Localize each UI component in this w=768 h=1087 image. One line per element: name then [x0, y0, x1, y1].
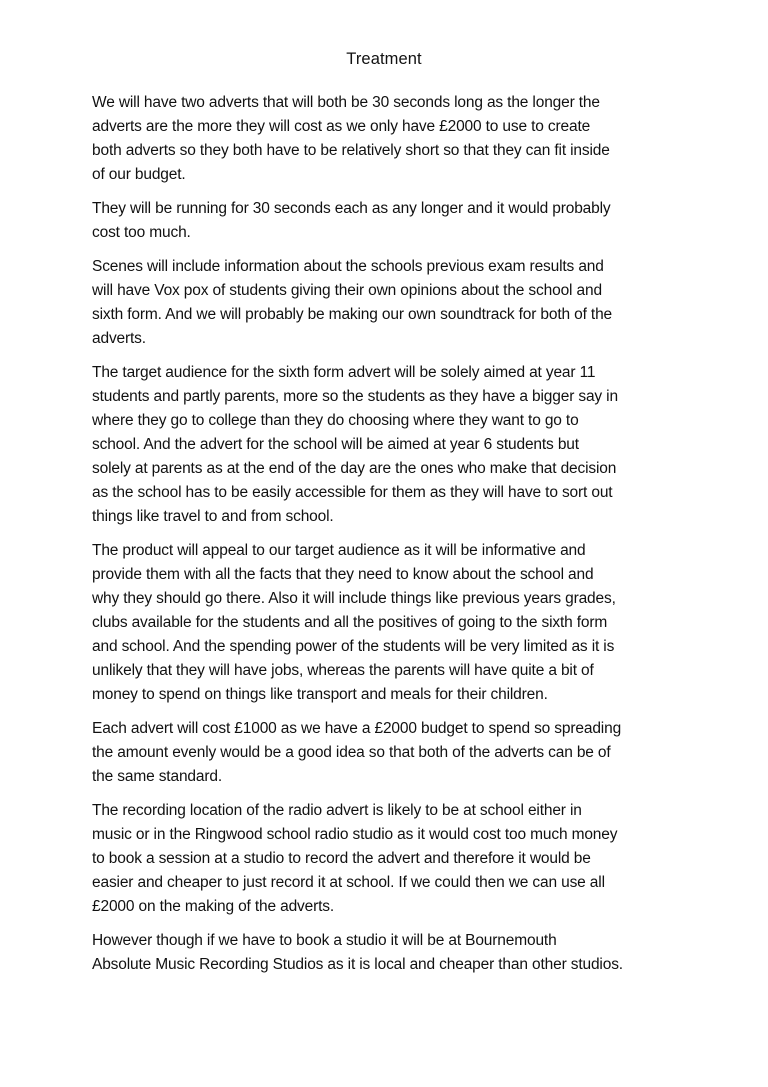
paragraph-studio — [92, 929, 692, 977]
paragraph-target-audience — [92, 361, 692, 529]
document-body — [92, 91, 692, 987]
text-line: music or in the Ringwood school radio studio as it would cost too much money — [92, 826, 618, 843]
paragraph-duration — [92, 91, 692, 187]
text-line: cost too much. — [92, 224, 191, 241]
text-line: unlikely that they will have jobs, whereas the parents will have quite a bit of — [92, 662, 594, 679]
paragraph-scenes — [92, 255, 692, 351]
text-line: why they should go there. Also it will include things like previous years grades, — [92, 590, 616, 607]
text-line: They will be running for 30 seconds each as any longer and it would probably — [92, 200, 611, 217]
text-line: things like travel to and from school. — [92, 508, 334, 525]
text-line: We will have two adverts that will both be 30 seconds long as the longer the — [92, 94, 600, 111]
paragraph-cost — [92, 717, 692, 789]
page-title: Treatment — [346, 50, 422, 68]
text-line: where they go to college than they do choosing where they want to go to — [92, 412, 579, 429]
text-line: provide them with all the facts that they need to know about the school and — [92, 566, 594, 583]
text-line: to book a session at a studio to record the advert and therefore it would be — [92, 850, 591, 867]
text-line: Scenes will include information about the schools previous exam results and — [92, 258, 604, 275]
text-line: will have Vox pox of students giving their own opinions about the school and — [92, 282, 602, 299]
text-line: the amount evenly would be a good idea so that both of the adverts can be of — [92, 744, 611, 761]
text-line: money to spend on things like transport and meals for their children. — [92, 686, 548, 703]
text-line: £2000 on the making of the adverts. — [92, 898, 335, 915]
text-line: The target audience for the sixth form advert will be solely aimed at year 11 — [92, 364, 596, 381]
text-line: clubs available for the students and all the positives of going to the sixth form — [92, 614, 608, 631]
text-line: Absolute Music Recording Studios as it is local and cheaper than other studios. — [92, 956, 623, 973]
paragraph-product-appeal — [92, 539, 692, 707]
text-line: adverts. — [92, 330, 146, 347]
text-line: sixth form. And we will probably be making our own soundtrack for both of the — [92, 306, 613, 323]
paragraph-recording-location — [92, 799, 692, 919]
text-line: students and partly parents, more so the students as they have a bigger say in — [92, 388, 618, 405]
text-line: the same standard. — [92, 768, 222, 785]
text-line: easier and cheaper to just record it at school. If we could then we can use all — [92, 874, 605, 891]
text-line: of our budget. — [92, 166, 186, 183]
paragraph-running-time — [92, 197, 692, 245]
text-line: adverts are the more they will cost as we only have £2000 to use to create — [92, 118, 591, 135]
text-line: The recording location of the radio advert is likely to be at school either in — [92, 802, 582, 819]
text-line: Each advert will cost £1000 as we have a £2000 budget to spend so spreading — [92, 720, 622, 737]
text-line: and school. And the spending power of the students will be very limited as it is — [92, 638, 615, 655]
text-line: solely at parents as at the end of the day are the ones who make that decision — [92, 460, 617, 477]
text-line: school. And the advert for the school will be aimed at year 6 students but — [92, 436, 579, 453]
text-line: However though if we have to book a studio it will be at Bournemouth — [92, 932, 557, 949]
text-line: as the school has to be easily accessible for them as they will have to sort out — [92, 484, 613, 501]
text-line: The product will appeal to our target audience as it will be informative and — [92, 542, 586, 559]
text-line: both adverts so they both have to be relatively short so that they can fit inside — [92, 142, 610, 159]
